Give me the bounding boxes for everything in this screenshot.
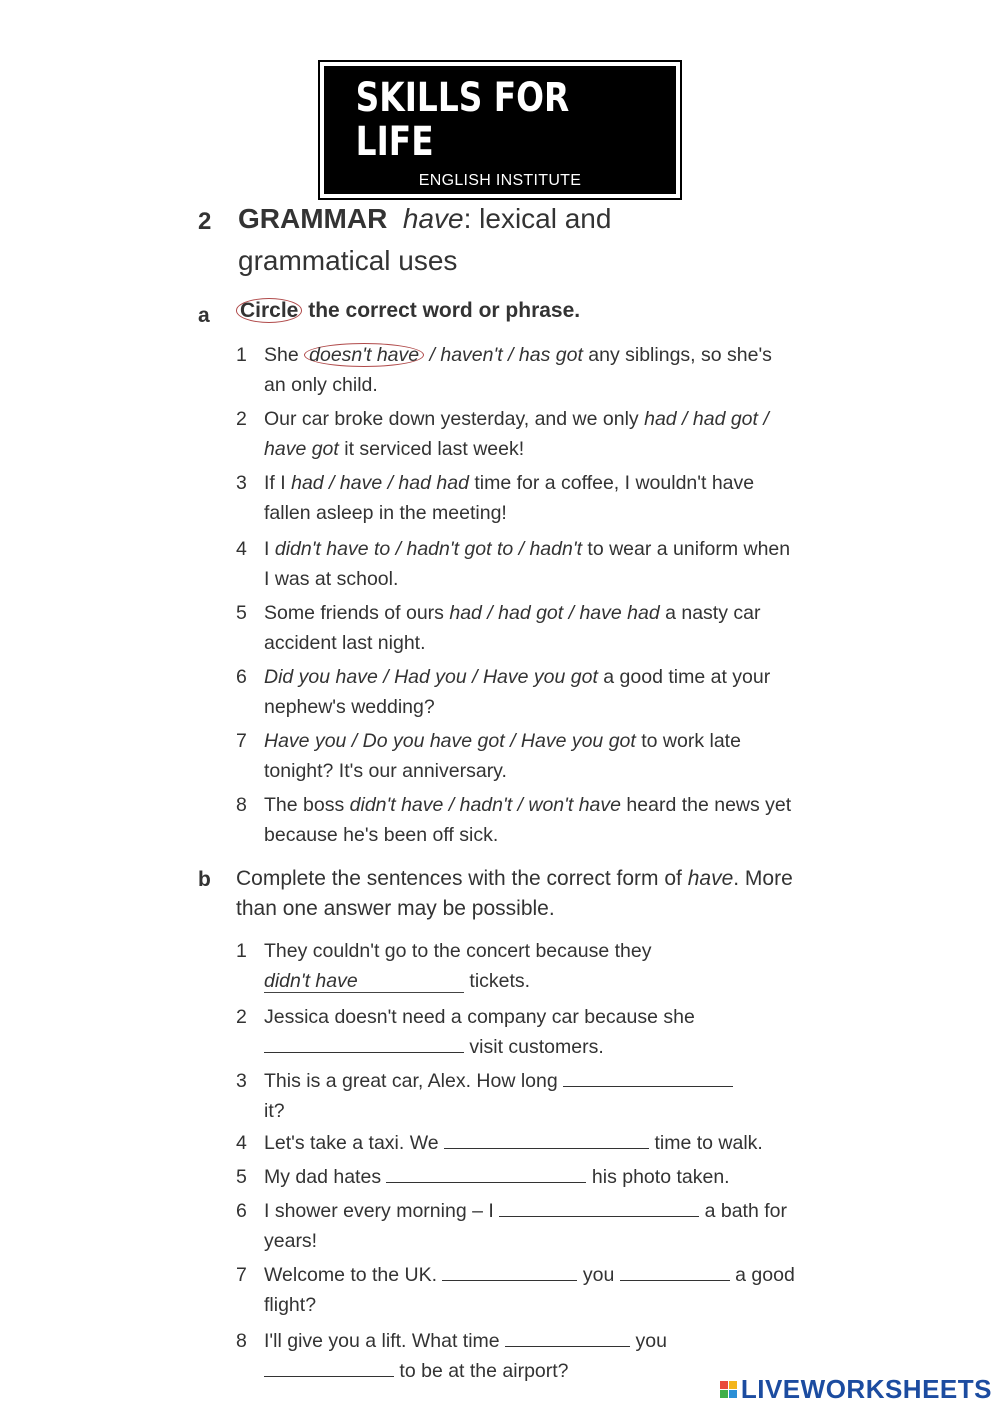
item-text: Our car broke down yesterday, and we only [264,408,645,430]
item-number: 1 [236,344,247,366]
exercise-a-item-4 [236,534,796,594]
answer-blank[interactable] [442,1262,577,1281]
logo-background [324,66,676,194]
logo-title: SKILLS FOR LIFE [355,75,570,165]
item-text: to work late tonight? It's our anniversary. [264,730,741,782]
item-number: 3 [236,1070,247,1092]
item-number: 3 [236,472,247,494]
item-text: time to walk. [649,1132,763,1154]
part-b-instruction-pre: Complete the sentences with the correct form of [236,867,688,890]
watermark-text: LIVEWORKSHEETS [740,1374,992,1404]
item-text: visit customers. [464,1036,604,1058]
item-options[interactable]: Did you have / Had you / Have you got [264,666,598,688]
item-options[interactable]: didn't have to / hadn't got to / hadn't [274,538,582,560]
item-text: you [577,1264,620,1286]
item-text: a good flight? [264,1264,795,1316]
liveworksheets-logo-icon [720,1381,737,1398]
item-text: I [264,538,275,560]
exercise-a-item-5 [236,598,796,658]
item-text: My dad hates [264,1166,387,1188]
item-text: I'll give you a lift. What time [264,1330,506,1352]
item-text: it serviced last week! [338,438,525,460]
section-number: 2 [198,208,212,235]
item-number: 1 [236,940,247,962]
item-text: it? [264,1100,285,1122]
answer-blank[interactable] [444,1130,649,1149]
answer-blank[interactable] [386,1164,586,1183]
exercise-b-item-4 [236,1128,796,1158]
exercise-a-item-2 [236,404,796,464]
answer-blank[interactable] [505,1328,630,1347]
item-number: 6 [236,666,247,688]
answer-blank[interactable] [264,1358,394,1377]
item-text: Welcome to the UK. [264,1264,443,1286]
item-options[interactable]: had / had got / have had [449,602,660,624]
logo-subtitle: ENGLISH INSTITUTE [418,172,582,189]
answer-blank[interactable] [620,1262,730,1281]
exercise-b-item-8 [236,1326,796,1386]
item-text: heard the news yet because he's been off sick. [264,794,792,846]
item-text: She [264,344,305,366]
part-b-instruction-italic: have [687,867,734,890]
item-number: 7 [236,730,247,752]
item-options[interactable]: didn't have / hadn't / won't have [349,794,621,816]
item-options[interactable]: had / have / had had [291,472,469,494]
item-text: Jessica doesn't need a company car because she [264,1006,695,1028]
part-a-instruction-rest: the correct word or phrase. [302,299,581,322]
exercise-a-item-8 [236,790,796,850]
exercise-b-item-1 [236,936,796,996]
item-text: to be at the airport? [394,1360,569,1382]
section-heading [238,198,708,282]
circle-word: Circle [236,298,302,323]
exercise-a-item-1 [236,340,796,400]
answer-blank[interactable] [563,1068,733,1087]
exercise-b-item-5 [236,1162,796,1192]
answer-blank[interactable] [499,1198,699,1217]
exercise-a-item-6 [236,662,796,722]
example-answer[interactable]: didn't have [264,970,464,993]
item-text: This is a great car, Alex. How long [264,1070,564,1092]
institute-logo [318,60,682,200]
part-b-instruction-post: . More than one answer may be possible. [236,867,793,920]
exercise-b-item-6 [236,1196,796,1256]
item-number: 4 [236,538,247,560]
item-number: 8 [236,1330,247,1352]
item-text: If I [264,472,292,494]
exercise-a-item-3 [236,468,796,528]
item-text: Let's take a taxi. We [264,1132,445,1154]
part-b-instruction [236,864,796,924]
part-a-instruction [236,296,580,326]
item-text: Some friends of ours [264,602,450,624]
exercise-a-item-7 [236,726,796,786]
part-b-letter: b [198,868,211,891]
exercise-b-item-3 [236,1066,796,1126]
item-text: you [630,1330,667,1352]
item-text: tickets. [464,970,531,992]
item-text: The boss [264,794,350,816]
part-a-letter: a [198,304,210,327]
item-number: 6 [236,1200,247,1222]
item-options[interactable]: had / had got / have got [264,408,769,460]
exercise-b-item-2 [236,1002,796,1062]
item-text: any siblings, so she's an only child. [264,344,772,396]
item-text: his photo taken. [586,1166,730,1188]
exercise-b-item-7 [236,1260,796,1320]
item-text: time for a coffee, I wouldn't have fallen asleep in the meeting! [264,472,755,524]
item-text: a nasty car accident last night. [264,602,761,654]
item-text: They couldn't go to the concert because they [264,940,652,962]
item-options[interactable]: / haven't / has got [429,344,583,366]
section-grammar-label: GRAMMAR [238,203,388,234]
section-topic-rest: : lexical and grammatical uses [238,203,612,276]
liveworksheets-watermark [720,1374,992,1405]
item-number: 5 [236,602,247,624]
item-options[interactable]: Have you / Do you have got / Have you got [264,730,636,752]
item-text: I shower every morning – I [264,1200,500,1222]
item-number: 4 [236,1132,247,1154]
circled-answer[interactable]: doesn't have [304,343,424,367]
item-number: 5 [236,1166,247,1188]
item-number: 2 [236,408,247,430]
item-text: a bath for years! [264,1200,787,1252]
item-text: a good time at your nephew's wedding? [264,666,771,718]
item-text: to wear a uniform when I was at school. [264,538,791,590]
answer-blank[interactable] [264,1034,464,1053]
item-number: 7 [236,1264,247,1286]
item-number: 2 [236,1006,247,1028]
item-number: 8 [236,794,247,816]
section-topic-italic: have [402,203,464,234]
